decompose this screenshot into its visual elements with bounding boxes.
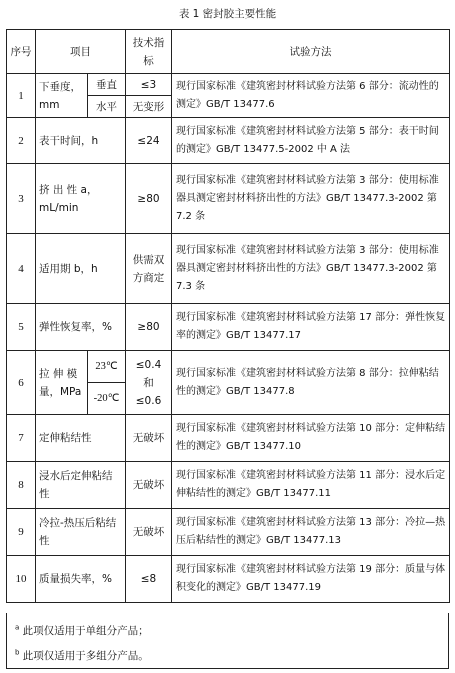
row-no: 3 [7, 164, 36, 234]
row-method: 现行国家标准《建筑密封材料试验方法第 17 部分：弹性恢复率的测定》GB/T 13477.17 [172, 304, 450, 351]
note-text: 此项仅适用于单组分产品； [22, 625, 149, 637]
header-row [7, 30, 450, 74]
row-no: 7 [7, 415, 36, 462]
row-index: 无破坏 [126, 509, 172, 556]
row-no: 2 [7, 118, 36, 164]
header-index: 技术指标 [126, 30, 172, 74]
row-item: 下垂度，mm [36, 74, 88, 118]
row-index-value: ≤0.4 [135, 358, 162, 371]
table-row [7, 74, 450, 96]
row-method: 现行国家标准《建筑密封材料试验方法第 19 部分：质量与体积变化的测定》GB/T 13477.19 [172, 556, 450, 603]
row-method: 现行国家标准《建筑密封材料试验方法第 3 部分：使用标准器具测定密封材料挤出性的方法》GB/T 13477.3-2002 第 7.2 条 [172, 164, 450, 234]
header-no: 序号 [7, 30, 36, 74]
row-no: 4 [7, 234, 36, 304]
row-item: 弹性恢复率，% [36, 304, 126, 351]
table-row [7, 234, 450, 304]
row-method: 现行国家标准《建筑密封材料试验方法第 13 部分：冷拉—热压后粘结性的测定》GB/T 13477.13 [172, 509, 450, 556]
row-index: ≤3 [126, 74, 172, 96]
row-index-value: ≤0.6 [135, 394, 162, 407]
row-index: ≥80 [126, 304, 172, 351]
table-caption: 表 1 密封胶主要性能 [178, 8, 277, 20]
row-sub: 23℃ [88, 351, 126, 383]
header-method: 试验方法 [172, 30, 450, 74]
row-index: 无变形 [126, 96, 172, 118]
row-no: 10 [7, 556, 36, 603]
row-item: 表干时间，h [36, 118, 126, 164]
row-no: 6 [7, 351, 36, 415]
row-no: 8 [7, 462, 36, 509]
table-row [7, 118, 450, 164]
note-b [15, 648, 149, 663]
table-row [7, 164, 450, 234]
row-index: ≤8 [126, 556, 172, 603]
row-index: ≥80 [126, 164, 172, 234]
row-item: 挤 出 性 a，mL/min [36, 164, 126, 234]
row-method: 现行国家标准《建筑密封材料试验方法第 11 部分：浸水后定伸粘结性的测定》GB/T 13477.11 [172, 462, 450, 509]
row-no: 9 [7, 509, 36, 556]
row-method: 现行国家标准《建筑密封材料试验方法第 3 部分：使用标准器具测定密封材料挤出性的方法》GB/T 13477.3-2002 第 7.3 条 [172, 234, 450, 304]
row-item: 冷拉-热压后粘结性 [36, 509, 126, 556]
row-method: 现行国家标准《建筑密封材料试验方法第 8 部分：拉伸粘结性的测定》GB/T 13477.8 [172, 351, 450, 415]
row-index [126, 351, 172, 415]
row-index: ≤24 [126, 118, 172, 164]
row-method: 现行国家标准《建筑密封材料试验方法第 6 部分：流动性的测定》GB/T 13477.6 [172, 74, 450, 118]
properties-table [6, 29, 450, 603]
row-item: 质量损失率，% [36, 556, 126, 603]
row-method: 现行国家标准《建筑密封材料试验方法第 5 部分：表干时间的测定》GB/T 13477.5-2002 中 A 法 [172, 118, 450, 164]
row-index: 供需双方商定 [126, 234, 172, 304]
row-item: 浸水后定伸粘结性 [36, 462, 126, 509]
note-mark: b [15, 648, 20, 657]
row-no: 5 [7, 304, 36, 351]
header-item: 项目 [36, 30, 126, 74]
table-row [7, 415, 450, 462]
row-sub: -20℃ [88, 383, 126, 415]
table-notes [6, 613, 449, 669]
row-item: 定伸粘结性 [36, 415, 126, 462]
row-sub: 垂直 [88, 74, 126, 96]
note-a [15, 623, 149, 638]
row-item: 适用期 b，h [36, 234, 126, 304]
row-index-joiner: 和 [143, 376, 154, 389]
row-index: 无破坏 [126, 462, 172, 509]
table-row [7, 509, 450, 556]
table-row [7, 462, 450, 509]
row-no: 1 [7, 74, 36, 118]
row-method: 现行国家标准《建筑密封材料试验方法第 10 部分：定伸粘结性的测定》GB/T 13477.10 [172, 415, 450, 462]
row-item: 拉 伸 模量，MPa [36, 351, 88, 415]
note-mark: a [15, 623, 20, 632]
row-index: 无破坏 [126, 415, 172, 462]
table-row [7, 556, 450, 603]
table-row [7, 304, 450, 351]
table-row [7, 351, 450, 383]
note-text: 此项仅适用于多组分产品。 [22, 650, 149, 662]
row-sub: 水平 [88, 96, 126, 118]
